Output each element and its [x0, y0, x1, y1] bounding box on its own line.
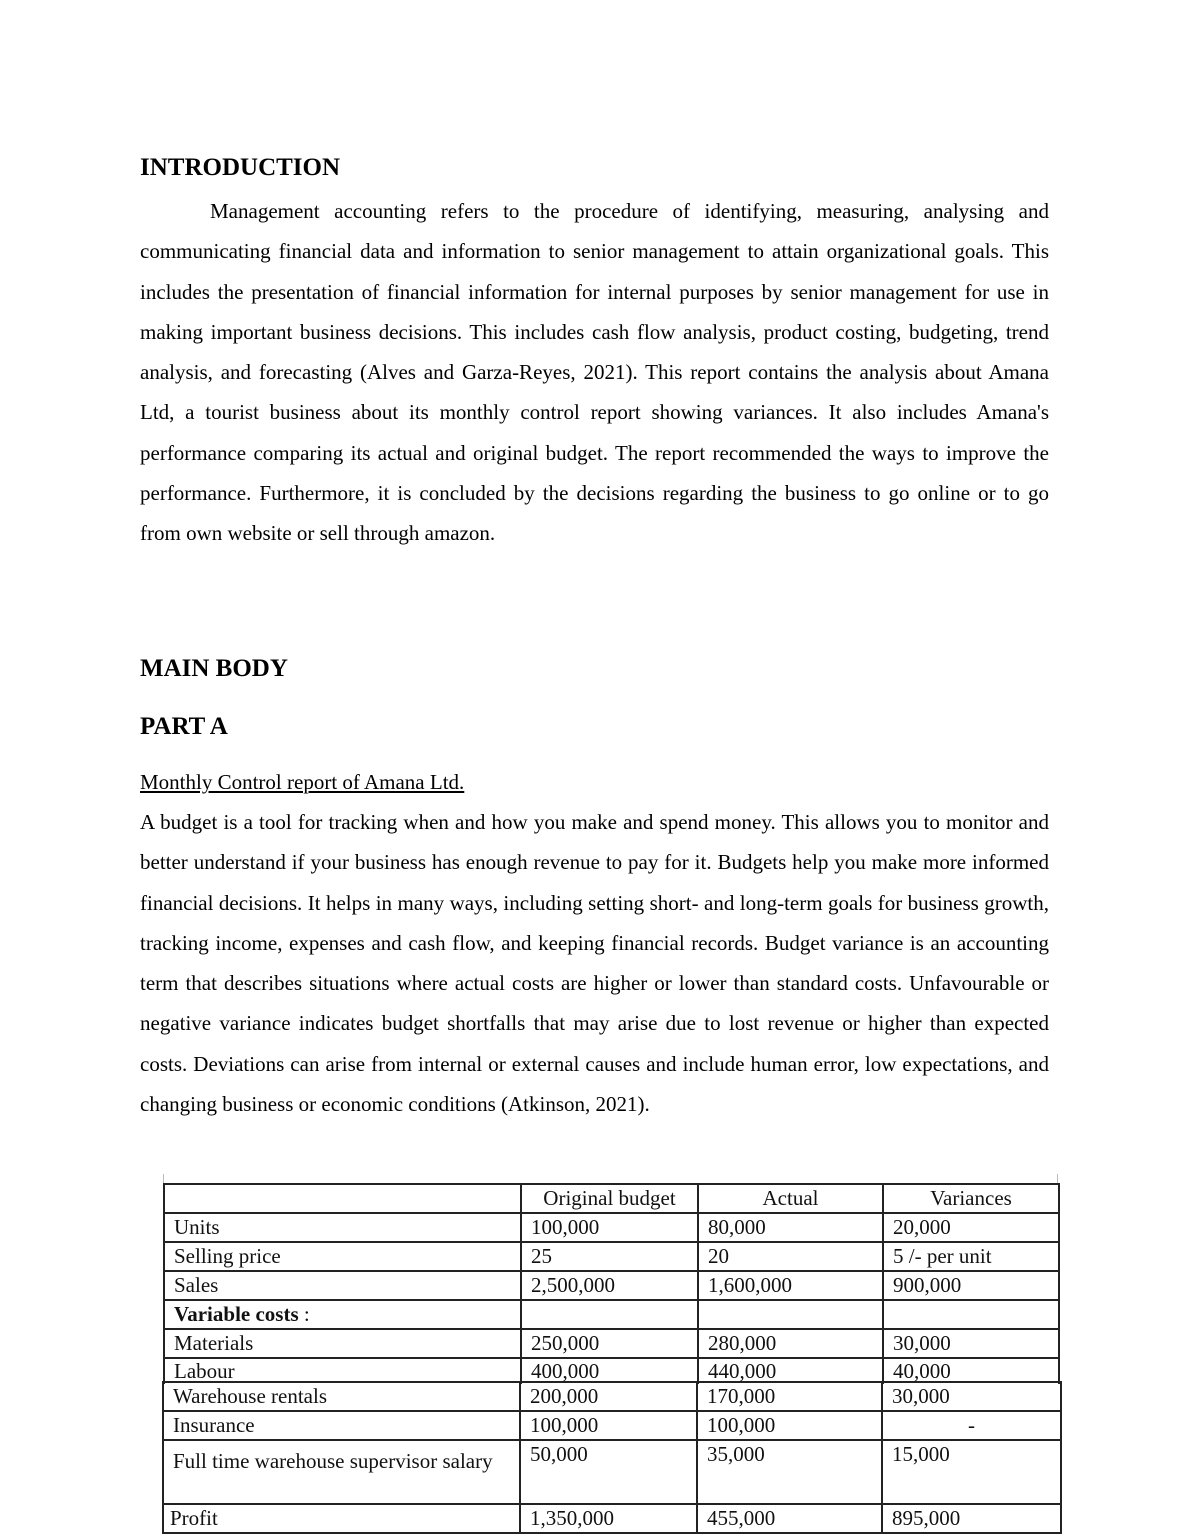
variance-cell: [883, 1300, 1059, 1329]
actual-cell: [698, 1300, 883, 1329]
original-budget-cell: 200,000: [520, 1382, 697, 1411]
row-label: Units: [164, 1213, 521, 1242]
table-row: [164, 1242, 1059, 1271]
table-row: [164, 1329, 1059, 1358]
variance-cell: 15,000: [882, 1440, 1061, 1504]
table-row: [163, 1440, 1061, 1504]
table-header-cell: Variances: [883, 1184, 1059, 1213]
budget-variance-table-top: [163, 1183, 1060, 1384]
variance-cell: 5 /- per unit: [883, 1242, 1059, 1271]
actual-cell: 35,000: [697, 1440, 882, 1504]
original-budget-cell: 250,000: [521, 1329, 698, 1358]
table-header-row: [164, 1184, 1059, 1213]
row-label: Full time warehouse supervisor salary: [163, 1440, 520, 1504]
original-budget-cell: 50,000: [520, 1440, 697, 1504]
actual-cell: 280,000: [698, 1329, 883, 1358]
original-budget-cell: 25: [521, 1242, 698, 1271]
row-label: Insurance: [163, 1411, 520, 1440]
actual-cell: 440,000: [698, 1358, 883, 1384]
monthly-control-report-subtitle: Monthly Control report of Amana Ltd.: [140, 770, 465, 794]
main-body-heading: MAIN BODY: [140, 655, 288, 682]
actual-cell: 80,000: [698, 1213, 883, 1242]
row-label: Materials: [164, 1329, 521, 1358]
table-header-cell: Actual: [698, 1184, 883, 1213]
row-label: Selling price: [164, 1242, 521, 1271]
variance-cell: 20,000: [883, 1213, 1059, 1242]
table-header-cell: [164, 1184, 521, 1213]
variance-cell: 30,000: [882, 1382, 1061, 1411]
variance-cell: 895,000: [882, 1504, 1061, 1533]
actual-cell: 170,000: [697, 1382, 882, 1411]
original-budget-cell: 1,350,000: [520, 1504, 697, 1533]
row-label: Warehouse rentals: [163, 1382, 520, 1411]
row-label: Profit: [163, 1504, 520, 1533]
original-budget-cell: 100,000: [521, 1213, 698, 1242]
row-label: Labour: [164, 1358, 521, 1384]
actual-cell: 455,000: [697, 1504, 882, 1533]
table-row: [164, 1213, 1059, 1242]
variable-costs-label: Variable costs: [174, 1302, 299, 1326]
introduction-paragraph: Management accounting refers to the procedure of identifying, measuring, analysing and communicating financial data and information to senior management to attain organizational goals. This includes the presentation of financial information for internal purposes by senior management for use in making important business decisions. This includes cash flow analysis, product costing, budgeting, trend analysis, and forecasting (Alves and Garza-Reyes, 2021). This report contains the analysis about Amana Ltd, a tourist business about its monthly control report showing variances. It also includes Amana's performance comparing its actual and original budget. The report recommended the ways to improve the performance. Furthermore, it is concluded by the decisions regarding the business to go online or to go from own website or sell through amazon.: [140, 199, 1049, 546]
table-row: [163, 1411, 1061, 1440]
table-header-cell: Original budget: [521, 1184, 698, 1213]
variance-cell: 40,000: [883, 1358, 1059, 1384]
part-a-heading: PART A: [140, 713, 228, 740]
original-budget-cell: [521, 1300, 698, 1329]
actual-cell: 1,600,000: [698, 1271, 883, 1300]
budget-paragraph: A budget is a tool for tracking when and how you make and spend money. This allows you to monitor and better understand if your business has enough revenue to pay for it. Budgets help you make more informed financial decisions. It helps in many ways, including setting short- and long-term goals for business growth, tracking income, expenses and cash flow, and keeping financial records. Budget variance is an accounting term that describes situations where actual costs are higher or lower than standard costs. Unfavourable or negative variance indicates budget shortfalls that may arise due to lost revenue or higher than expected costs. Deviations can arise from internal or external causes and include human error, low expectations, and changing business or economic conditions (Atkinson, 2021).: [140, 810, 1049, 1117]
table-row: [164, 1271, 1059, 1300]
budget-variance-table-bottom: [162, 1381, 1062, 1534]
variable-costs-colon: :: [298, 1302, 310, 1326]
table-row: [164, 1300, 1059, 1329]
row-label: Sales: [164, 1271, 521, 1300]
original-budget-cell: 400,000: [521, 1358, 698, 1384]
table-row: [163, 1382, 1061, 1411]
variance-cell: 900,000: [883, 1271, 1059, 1300]
actual-cell: 100,000: [697, 1411, 882, 1440]
original-budget-cell: 100,000: [520, 1411, 697, 1440]
introduction-heading: INTRODUCTION: [140, 154, 341, 181]
table-row: [163, 1504, 1061, 1533]
actual-cell: 20: [698, 1242, 883, 1271]
variance-cell: 30,000: [883, 1329, 1059, 1358]
variance-cell: -: [882, 1411, 1061, 1440]
row-label: [164, 1300, 521, 1329]
original-budget-cell: 2,500,000: [521, 1271, 698, 1300]
